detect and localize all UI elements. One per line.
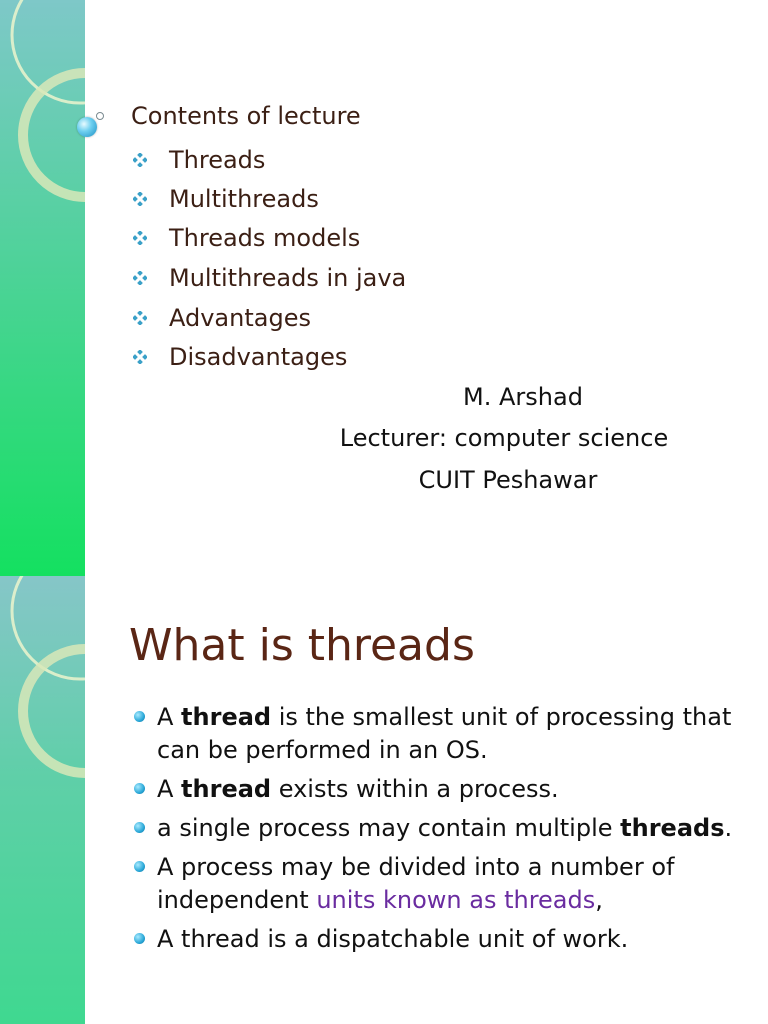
item-text: a single process may contain multiple	[157, 814, 621, 842]
decorative-rings-icon	[0, 576, 85, 1024]
diamond-bullet-icon	[133, 350, 147, 364]
bullet-text: Threads	[169, 146, 266, 174]
bullet-text: Advantages	[169, 304, 311, 332]
list-item	[133, 340, 347, 374]
diamond-bullet-icon	[133, 311, 147, 325]
item-text: is the smallest unit of processing that can be performed in an OS.	[157, 703, 732, 764]
list-item	[133, 182, 319, 216]
diamond-bullet-icon	[133, 192, 147, 206]
decorative-side-bar	[0, 576, 85, 1024]
author-org: CUIT Peshawar	[418, 466, 598, 494]
bullet-text: Threads models	[169, 224, 361, 252]
item-bold-term: thread	[181, 775, 272, 803]
list-item	[133, 812, 753, 845]
bullet-text: Multithreads	[169, 185, 319, 213]
round-bullet-icon	[134, 822, 145, 833]
small-ring-icon	[96, 112, 104, 120]
highlighted-phrase: units known as threads	[316, 886, 596, 914]
item-text: A process may be divided into a number of independent	[157, 853, 675, 914]
slide-what-is-threads	[0, 576, 768, 1024]
bullet-text: Multithreads in java	[169, 264, 407, 292]
list-item	[133, 143, 265, 177]
diamond-bullet-icon	[133, 153, 147, 167]
list-item	[133, 923, 753, 956]
diamond-bullet-icon	[133, 271, 147, 285]
list-item	[133, 851, 753, 917]
decorative-rings-icon	[0, 0, 85, 576]
item-bold-term: threads	[620, 814, 725, 842]
decorative-side-bar	[0, 0, 85, 576]
orb-icon	[77, 117, 97, 137]
author-role: Lecturer: computer science	[339, 424, 669, 452]
list-item	[133, 261, 406, 295]
round-bullet-icon	[134, 933, 145, 944]
page-title: What is threads	[129, 620, 475, 671]
list-item	[133, 701, 753, 767]
round-bullet-icon	[134, 711, 145, 722]
item-text: ,	[595, 886, 603, 914]
author-name: M. Arshad	[463, 383, 583, 411]
list-item	[133, 773, 753, 806]
item-text: .	[724, 814, 733, 842]
item-text: A	[157, 703, 182, 731]
item-text: exists within a process.	[271, 775, 559, 803]
round-bullet-icon	[134, 861, 145, 872]
diamond-bullet-icon	[133, 231, 147, 245]
list-item	[133, 301, 311, 335]
round-bullet-icon	[134, 783, 145, 794]
item-text: A thread is a dispatchable unit of work.	[157, 925, 629, 953]
item-text: A	[157, 775, 182, 803]
bullet-text: Disadvantages	[169, 343, 348, 371]
list-item	[133, 221, 360, 255]
definition-list	[133, 701, 753, 962]
contents-heading: Contents of lecture	[131, 102, 361, 130]
item-bold-term: thread	[181, 703, 272, 731]
